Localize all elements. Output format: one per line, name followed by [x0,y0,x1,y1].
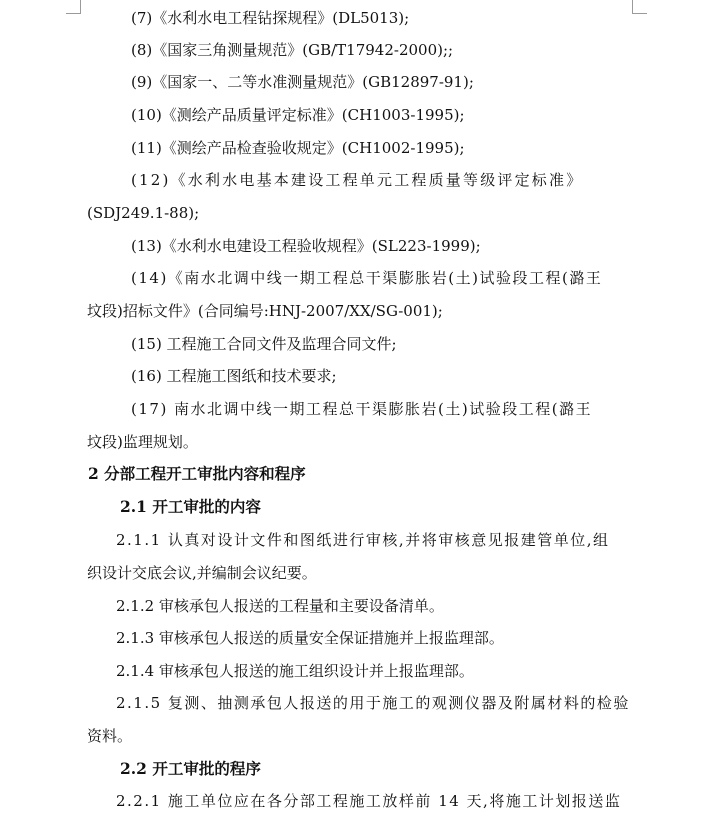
reference-item-8: (8)《国家三角测量规范》(GB/T17942-2000);; [131,41,454,59]
paragraph-2-1-1-cont: 织设计交底会议,并编制会议纪要。 [87,564,317,582]
reference-item-17-cont: 坟段)监理规划。 [87,433,198,451]
paragraph-2-1-2: 2.1.2 审核承包人报送的工程量和主要设备清单。 [116,597,444,615]
reference-item-9: (9)《国家一、二等水准测量规范》(GB12897-91); [131,73,474,91]
paragraph-2-2-1: 2.2.1 施工单位应在各分部工程施工放样前 14 天,将施工计划报送监 [116,792,622,810]
reference-item-13: (13)《水利水电建设工程验收规程》(SL223-1999); [131,237,481,255]
reference-item-14: (14)《南水北调中线一期工程总干渠膨胀岩(土)试验段工程(潞王 [131,269,603,287]
paragraph-2-1-1: 2.1.1 认真对设计文件和图纸进行审核,并将审核意见报建管单位,组 [116,531,610,549]
reference-item-17: (17) 南水北调中线一期工程总干渠膨胀岩(土)试验段工程(潞王 [131,400,593,418]
reference-item-10: (10)《测绘产品质量评定标准》(CH1003-1995); [131,106,465,124]
paragraph-2-1-3: 2.1.3 审核承包人报送的质量安全保证措施并上报监理部。 [116,629,504,647]
reference-item-12: (12)《水利水电基本建设工程单元工程质量等级评定标准》 [131,171,584,189]
paragraph-2-1-5-cont: 资料。 [87,727,133,745]
reference-item-14-cont: 坟段)招标文件》(合同编号:HNJ-2007/XX/SG-001); [87,302,443,320]
reference-item-15: (15) 工程施工合同文件及监理合同文件; [131,335,397,353]
reference-item-16: (16) 工程施工图纸和技术要求; [131,367,337,385]
paragraph-2-1-5: 2.1.5 复测、抽测承包人报送的用于施工的观测仪器及附属材料的检验 [116,694,630,712]
section-2-2-heading: 2.2 开工审批的程序 [120,759,261,778]
section-2-1-heading: 2.1 开工审批的内容 [120,497,261,516]
paragraph-2-1-4: 2.1.4 审核承包人报送的施工组织设计并上报监理部。 [116,662,474,680]
reference-item-11: (11)《测绘产品检查验收规定》(CH1002-1995); [131,139,465,157]
section-2-heading: 2 分部工程开工审批内容和程序 [88,464,306,483]
reference-item-12-cont: (SDJ249.1-88); [87,204,200,222]
page-corner-mark [66,0,81,14]
reference-item-7: (7)《水利水电工程钻探规程》(DL5013); [131,9,410,27]
